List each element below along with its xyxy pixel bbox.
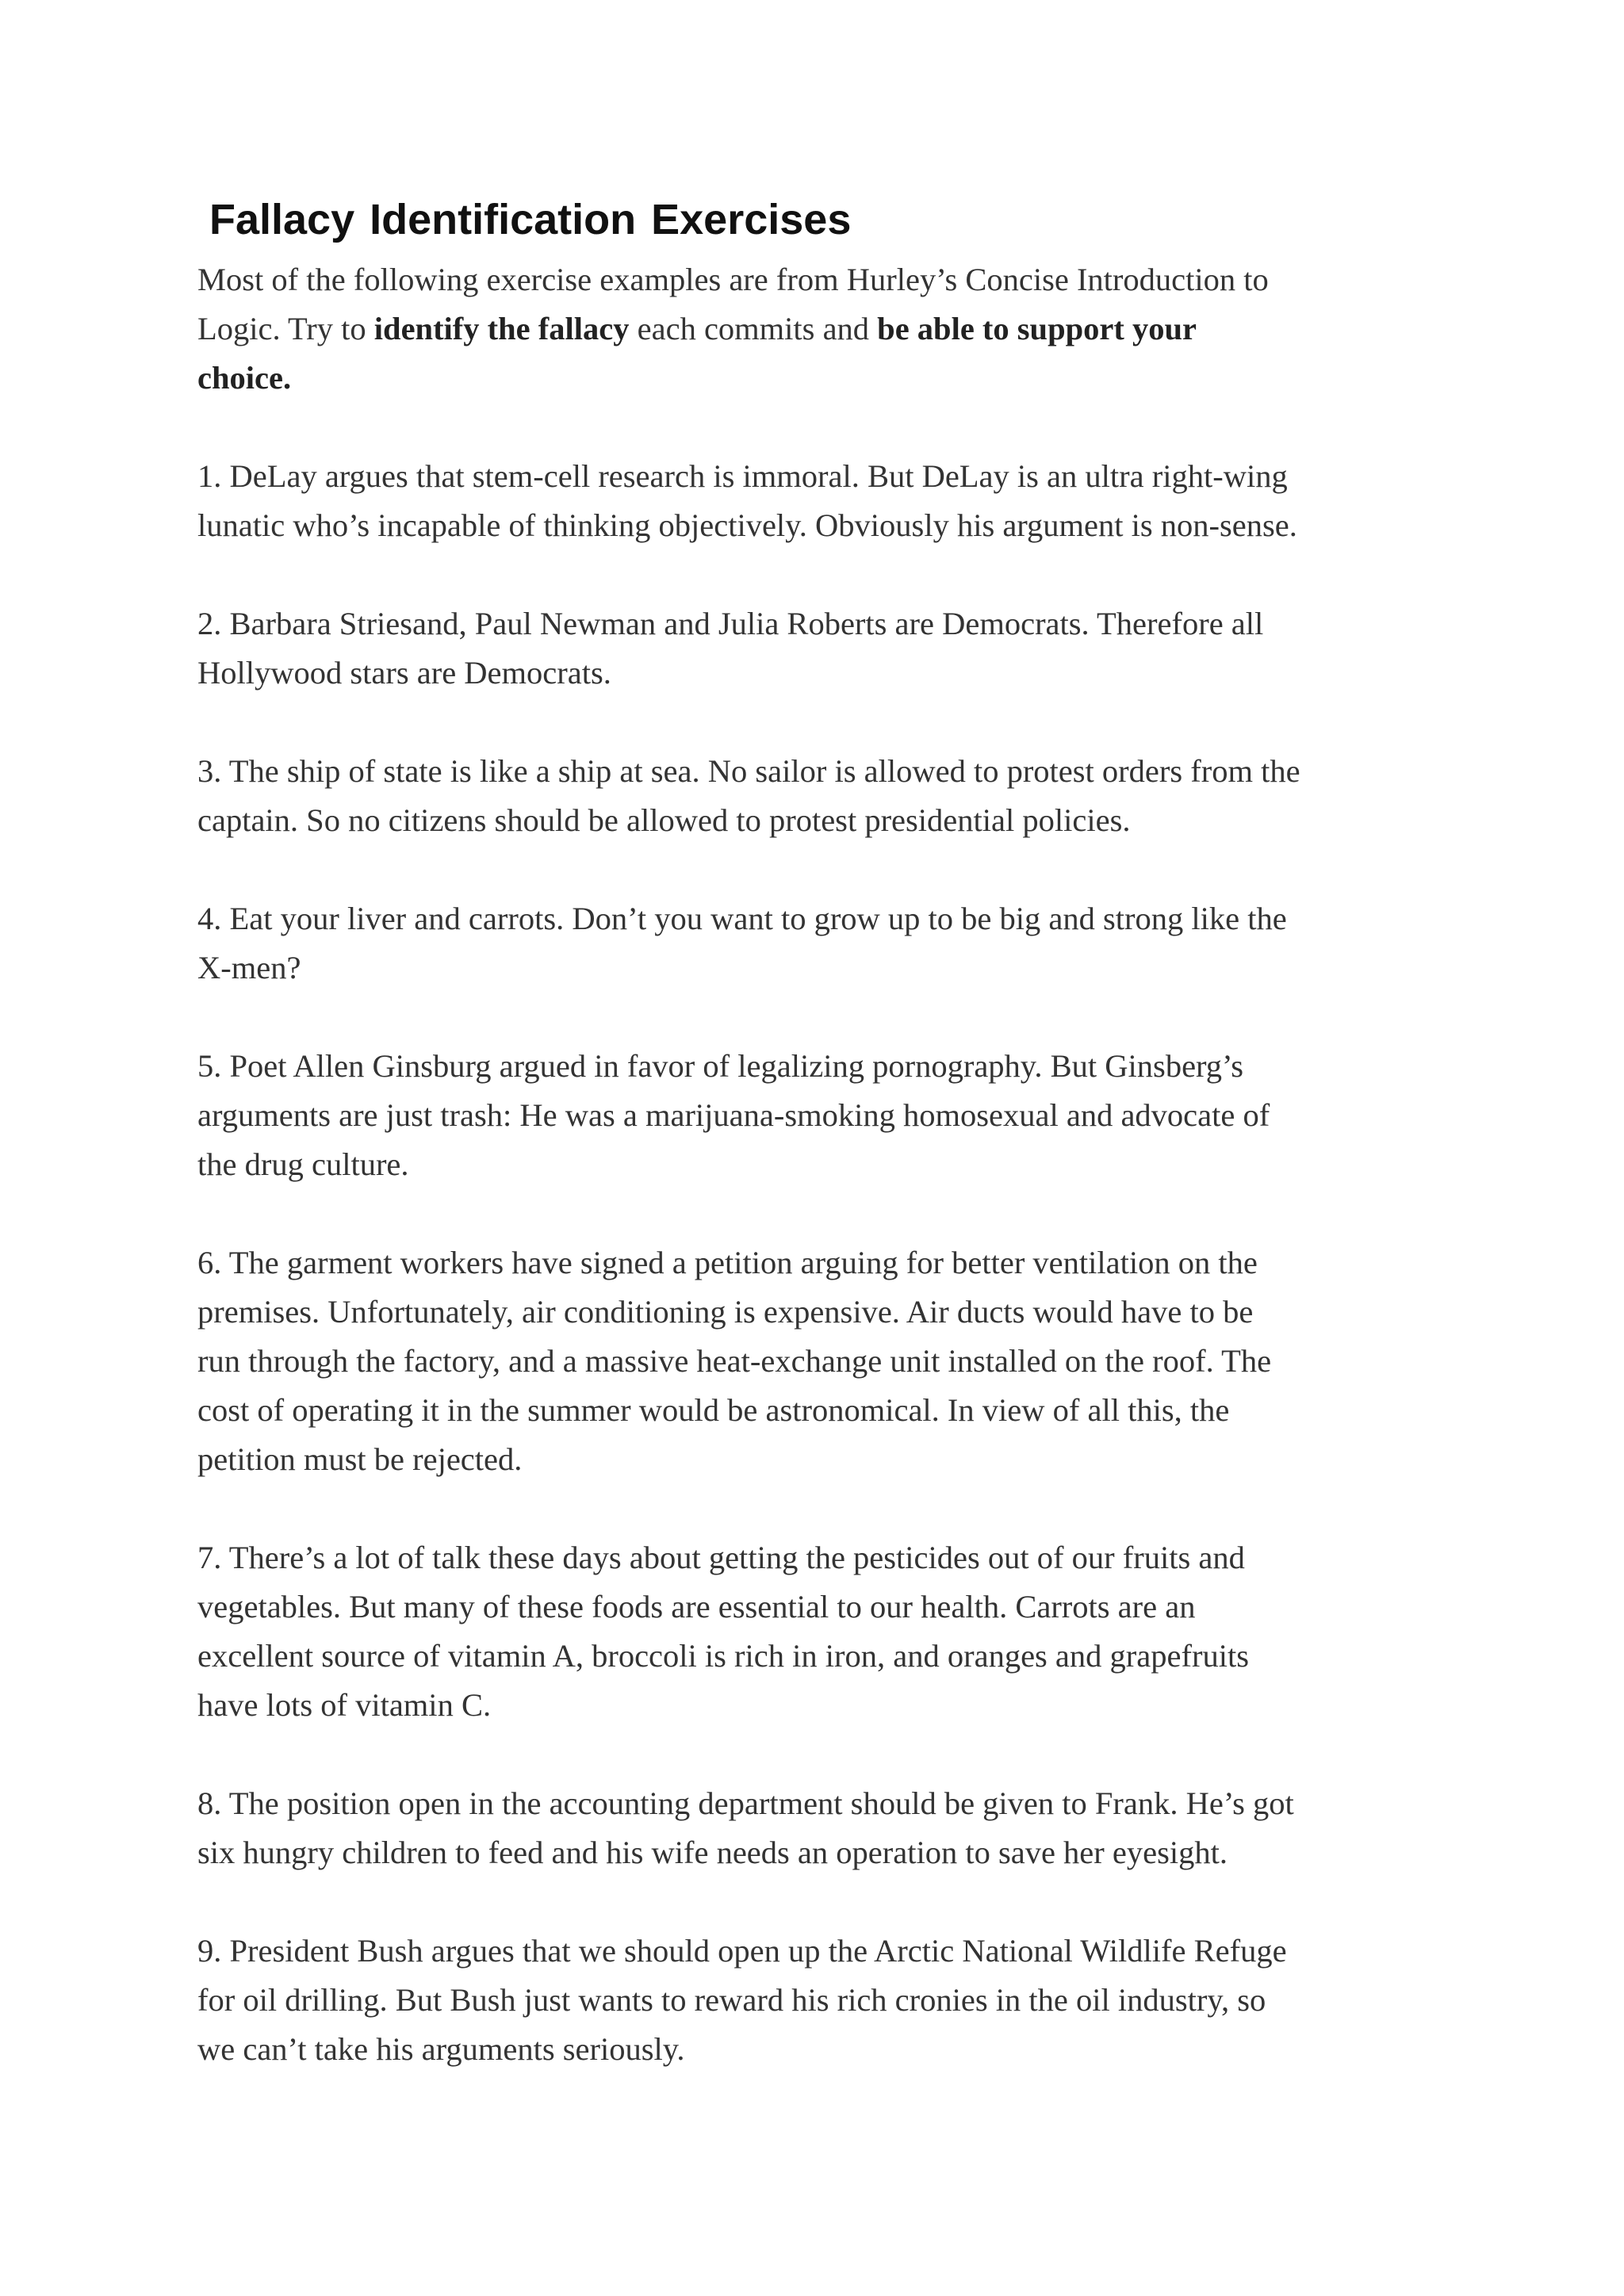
intro-text: Logic. Try to: [197, 311, 374, 346]
exercise-line: excellent source of vitamin A, broccoli is rich in iron, and oranges and grapefruits: [197, 1638, 1249, 1674]
exercise-line: cost of operating it in the summer would be astronomical. In view of all this, the: [197, 1392, 1230, 1428]
intro-paragraph: [197, 255, 1458, 403]
exercise-line: 2. Barbara Striesand, Paul Newman and Julia Roberts are Democrats. Therefore all: [197, 606, 1264, 641]
intro-emphasis: choice.: [197, 360, 292, 396]
exercise-line: for oil drilling. But Bush just wants to reward his rich cronies in the oil industry, so: [197, 1982, 1266, 2018]
exercise-4: [197, 894, 1458, 993]
exercise-5: [197, 1042, 1458, 1189]
exercise-line: vegetables. But many of these foods are essential to our health. Carrots are an: [197, 1589, 1196, 1624]
exercise-8: [197, 1779, 1458, 1877]
exercise-line: run through the factory, and a massive heat-exchange unit installed on the roof. The: [197, 1343, 1272, 1379]
intro-emphasis: identify the fallacy: [373, 311, 630, 346]
exercise-line: lunatic who’s incapable of thinking objectively. Obviously his argument is non-sense.: [197, 507, 1297, 543]
exercise-line: arguments are just trash: He was a marijuana-smoking homosexual and advocate of: [197, 1097, 1270, 1133]
exercise-6: [197, 1238, 1458, 1484]
exercise-3: [197, 747, 1458, 845]
exercise-line: 9. President Bush argues that we should open up the Arctic National Wildlife Refuge: [197, 1933, 1287, 1969]
exercise-7: [197, 1533, 1458, 1730]
exercise-line: have lots of vitamin C.: [197, 1687, 492, 1723]
exercise-line: Hollywood stars are Democrats.: [197, 655, 611, 691]
exercise-line: six hungry children to feed and his wife needs an operation to save her eyesight.: [197, 1835, 1228, 1870]
exercise-line: 7. There’s a lot of talk these days about getting the pesticides out of our fruits and: [197, 1540, 1245, 1575]
exercise-1: [197, 452, 1458, 550]
exercise-9: [197, 1927, 1458, 2074]
exercise-line: 5. Poet Allen Ginsburg argued in favor of legalizing pornography. But Ginsberg’s: [197, 1048, 1244, 1084]
exercise-line: we can’t take his arguments seriously.: [197, 2031, 685, 2067]
exercise-line: X-men?: [197, 950, 301, 985]
intro-emphasis: be able to support your: [877, 311, 1197, 346]
page-title: Fallacy Identification Exercises: [209, 196, 852, 243]
intro-line: [197, 304, 1458, 354]
exercise-2: [197, 599, 1458, 698]
exercise-line: captain. So no citizens should be allowed to protest presidential policies.: [197, 802, 1131, 838]
exercise-line: 8. The position open in the accounting department should be given to Frank. He’s got: [197, 1785, 1294, 1821]
intro-line: Most of the following exercise examples are from Hurley’s Concise Introduction to: [197, 262, 1269, 297]
intro-text: each commits and: [629, 311, 878, 346]
exercise-line: 6. The garment workers have signed a petition arguing for better ventilation on the: [197, 1245, 1258, 1280]
exercise-line: 3. The ship of state is like a ship at sea. No sailor is allowed to protest orders from the: [197, 753, 1300, 789]
exercise-line: premises. Unfortunately, air conditioning is expensive. Air ducts would have to be: [197, 1294, 1254, 1330]
exercise-line: 1. DeLay argues that stem-cell research is immoral. But DeLay is an ultra right-wing: [197, 458, 1288, 494]
exercise-line: petition must be rejected.: [197, 1441, 523, 1477]
exercise-line: 4. Eat your liver and carrots. Don’t you want to grow up to be big and strong like the: [197, 901, 1287, 936]
exercise-line: the drug culture.: [197, 1146, 409, 1182]
